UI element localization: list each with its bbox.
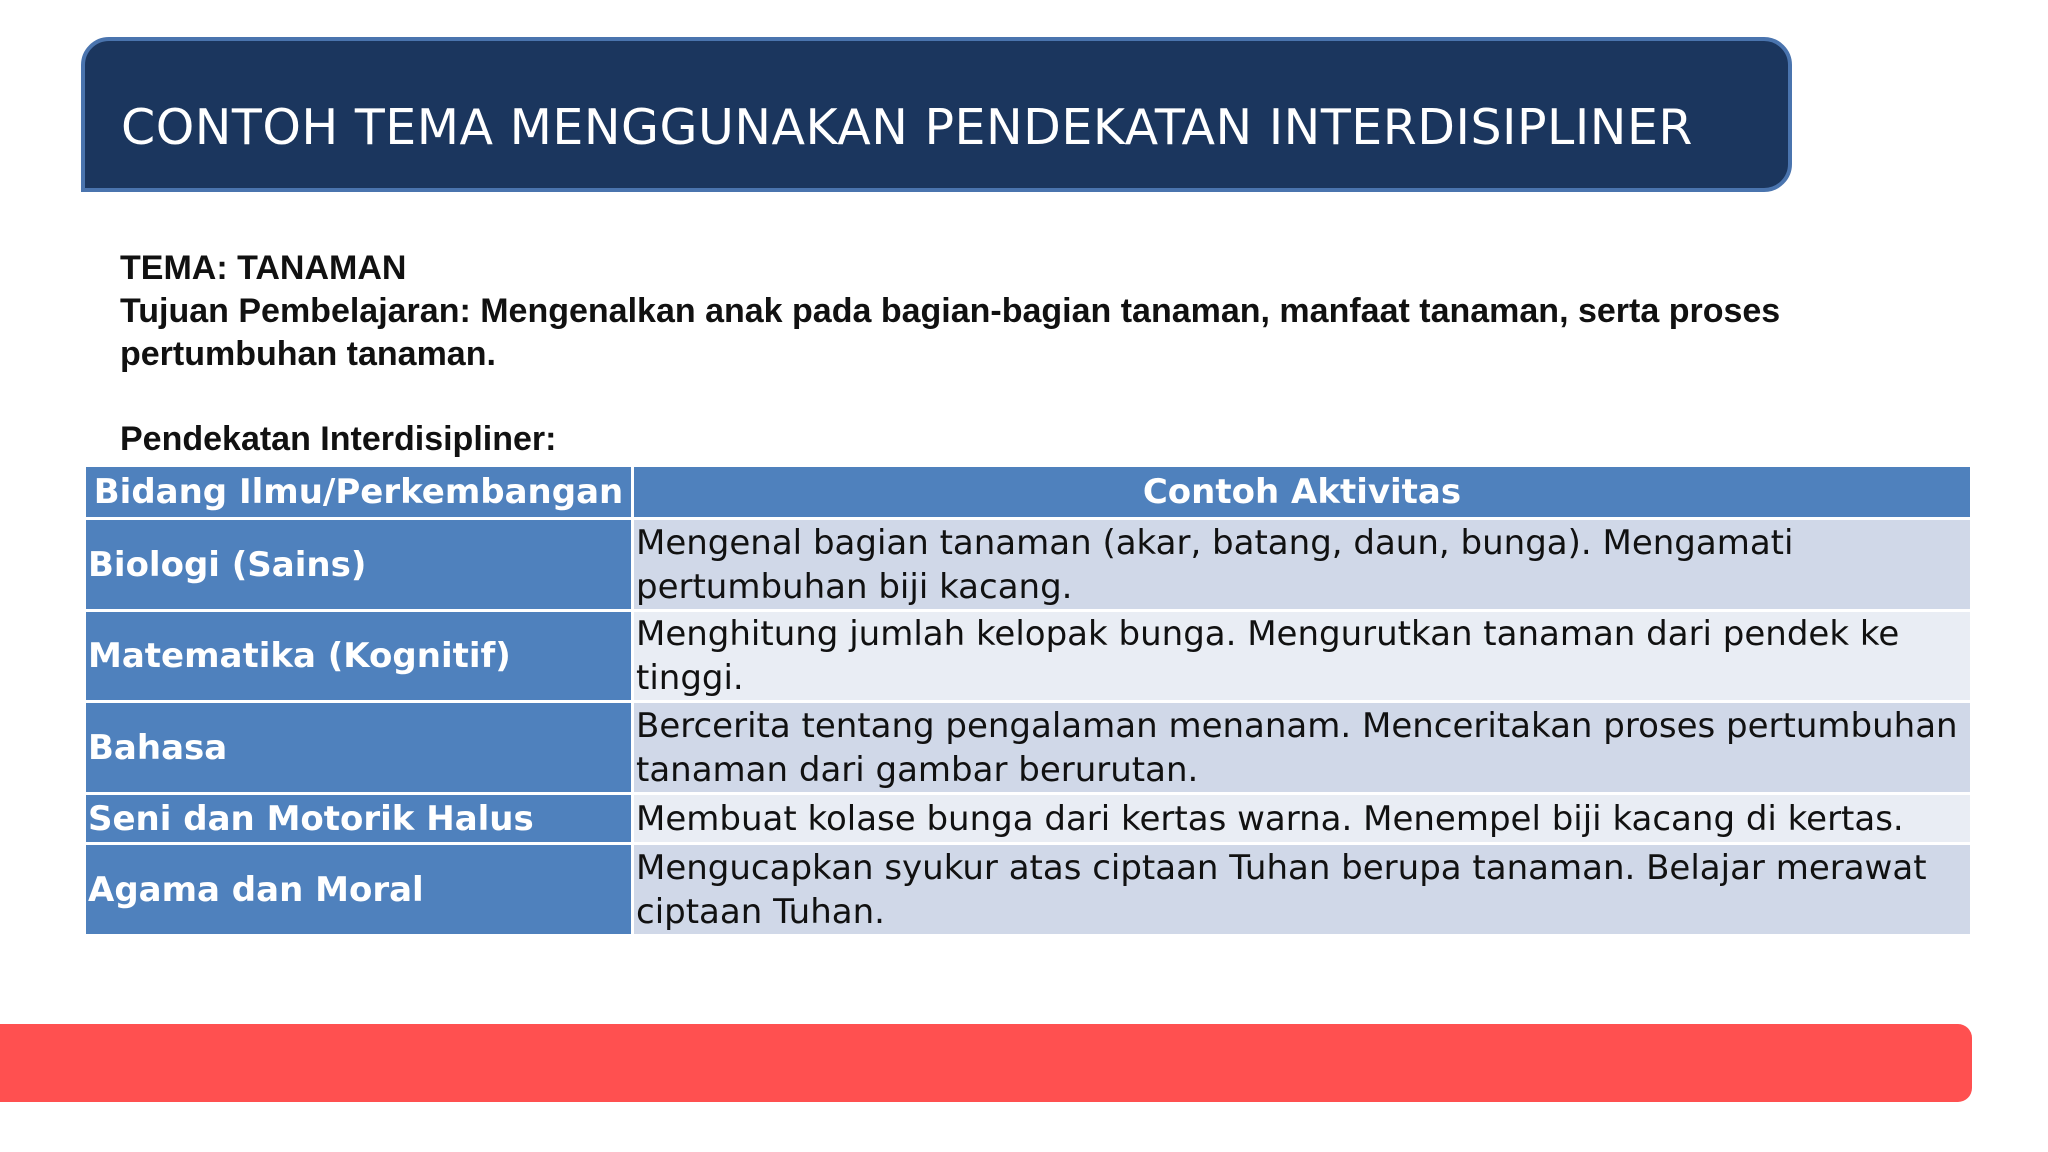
- field-cell: Bahasa: [85, 702, 633, 794]
- title-banner: [81, 37, 1792, 192]
- interdisciplinary-table: [83, 464, 1973, 937]
- field-cell: Biologi (Sains): [85, 519, 633, 611]
- table-row: [85, 844, 1972, 936]
- column-header-activity: Contoh Aktivitas: [633, 466, 1972, 519]
- field-cell: Seni dan Motorik Halus: [85, 794, 633, 844]
- activity-cell: Bercerita tentang pengalaman menanam. Menceritakan proses pertumbuhan tanaman dari gambar berurutan.: [633, 702, 1972, 794]
- table-row: [85, 794, 1972, 844]
- table-row: [85, 702, 1972, 794]
- learning-objective: Tujuan Pembelajaran: Mengenalkan anak pada bagian-bagian tanaman, manfaat tanaman, serta proses pertumbuhan tanaman.: [120, 292, 1790, 373]
- activity-cell: Mengucapkan syukur atas ciptaan Tuhan berupa tanaman. Belajar merawat ciptaan Tuhan.: [633, 844, 1972, 936]
- field-cell: Agama dan Moral: [85, 844, 633, 936]
- theme-label: TEMA: TANAMAN: [120, 249, 407, 287]
- activity-cell: Membuat kolase bunga dari kertas warna. Menempel biji kacang di kertas.: [633, 794, 1972, 844]
- activity-cell: Mengenal bagian tanaman (akar, batang, daun, bunga). Mengamati pertumbuhan biji kacang.: [633, 519, 1972, 611]
- column-header-field: Bidang Ilmu/Perkembangan: [85, 466, 633, 519]
- table-row: [85, 519, 1972, 611]
- activity-cell: Menghitung jumlah kelopak bunga. Mengurutkan tanaman dari pendek ke tinggi.: [633, 611, 1972, 702]
- page-title: CONTOH TEMA MENGGUNAKAN PENDEKATAN INTERDISIPLINER: [121, 99, 1693, 156]
- table-row: [85, 611, 1972, 702]
- intro-block: [120, 247, 1820, 376]
- approach-heading: Pendekatan Interdisipliner:: [120, 420, 557, 458]
- footer-accent-bar: [0, 1024, 1972, 1102]
- table-header-row: [85, 466, 1972, 519]
- field-cell: Matematika (Kognitif): [85, 611, 633, 702]
